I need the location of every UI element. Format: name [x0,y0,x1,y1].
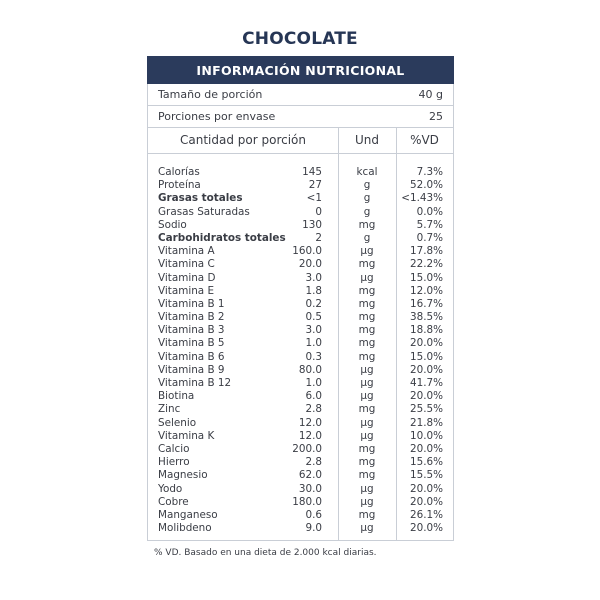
nutrient-name: Vitamina B 3 [158,324,225,337]
nutrient-unit: µg [360,363,374,376]
nutrient-unit: µg [360,482,374,495]
nutrient-unit: mg [358,218,376,231]
nutrient-amount: 160.0 [292,245,322,258]
nutrient-amount: 3.0 [305,324,322,337]
nutrient-amount: 0.3 [305,350,322,363]
nutrient-amount: 12.0 [298,416,322,429]
nutrient-amount: 0.2 [305,297,322,310]
nutrient-vd: 26.1% [409,508,443,521]
nutrient-amount: 0.5 [305,311,322,324]
nutrient-vd: 0.0% [416,205,443,218]
nutrient-vd: 15.6% [409,456,443,469]
nutrient-name: Vitamina B 9 [158,363,225,376]
nutrient-vd: 52.0% [409,179,443,192]
nutrient-unit: mg [358,403,376,416]
nutrient-name: Biotina [158,390,195,403]
nutrient-name: Magnesio [158,469,208,482]
product-title: CHOCOLATE [242,29,358,49]
nutrient-amount: 6.0 [305,390,322,403]
nutrient-unit: mg [358,350,376,363]
nutrient-unit: µg [360,416,374,429]
nutrient-name: Vitamina E [158,284,215,297]
nutrient-row [148,272,453,285]
nutrient-row [148,483,453,496]
nutrient-unit: mg [358,456,376,469]
nutrient-name: Vitamina D [158,271,216,284]
nutrient-vd: 20.0% [409,337,443,350]
nutrient-row [148,509,453,522]
servings-per-container-row [148,106,453,128]
serving-size-value: 40 g [418,88,443,101]
nutrient-name: Manganeso [158,508,218,521]
nutrient-name: Selenio [158,416,197,429]
nutrient-amount: 2.8 [305,403,322,416]
nutrient-vd: 20.0% [409,522,443,535]
nutrient-amount: 0 [315,205,322,218]
nutrient-amount: 20.0 [298,258,322,271]
nutrient-row [148,337,453,350]
nutrient-row [148,390,453,403]
nutrient-name: Carbohidratos totales [158,231,286,244]
nutrient-amount: 12.0 [298,429,322,442]
nutrient-name: Cobre [158,495,189,508]
nutrient-row [148,219,453,232]
nutrient-name: Vitamina A [158,245,215,258]
nutrient-vd: 5.7% [416,218,443,231]
nutrient-vd: 20.0% [409,390,443,403]
nutrient-unit: µg [360,429,374,442]
nutrition-facts-panel [147,56,454,541]
nutrient-name: Molibdeno [158,522,212,535]
nutrient-name: Vitamina B 12 [158,377,232,389]
nutrient-amount: 145 [302,166,322,178]
column-header-unit: Und [354,133,379,147]
nutrient-name: Vitamina C [158,258,215,271]
nutrient-vd: 18.8% [409,324,443,337]
nutrient-unit: kcal [356,166,378,178]
nutrient-vd: 17.8% [409,245,443,258]
nutrient-vd: 10.0% [409,429,443,442]
nutrient-vd: 22.2% [409,258,443,271]
nutrient-amount: 80.0 [298,363,322,376]
nutrient-amount: 27 [308,179,322,192]
nutrient-name: Proteína [158,179,201,192]
nutrient-row [148,496,453,509]
serving-size-row [148,84,453,106]
nutrient-unit: g [363,179,371,192]
nutrient-name: Calcio [158,442,190,455]
nutrient-name: Grasas totales [158,192,243,205]
nutrient-unit: mg [358,258,376,271]
nutrient-amount: 1.0 [305,337,322,350]
nutrient-row [148,456,453,469]
nutrient-vd: 20.0% [409,482,443,495]
nutrient-row [148,522,453,535]
nutrient-row [148,364,453,377]
nutrient-vd: 7.3% [416,166,443,178]
nutrient-vd: 20.0% [409,442,443,455]
column-header-vd: %VD [410,133,439,147]
nutrient-amount: 3.0 [305,271,322,284]
nutrient-name: Zinc [158,403,181,416]
nutrient-amount: 2 [315,231,322,244]
footnote: % VD. Basado en una dieta de 2.000 kcal diarias. [154,548,377,558]
nutrient-vd: 20.0% [409,495,443,508]
nutrient-list [148,166,453,535]
nutrient-name: Sodio [158,218,187,231]
servings-per-container-label: Porciones por envase [158,110,276,123]
nutrient-unit: mg [358,284,376,297]
nutrient-name: Yodo [158,482,183,495]
nutrient-row [148,245,453,258]
nutrient-row [148,179,453,192]
column-header-quantity: Cantidad por porción [180,133,306,147]
nutrient-amount: 200.0 [292,442,322,455]
nutrient-amount: 30.0 [298,482,322,495]
nutrient-amount: 0.6 [305,508,322,521]
nutrient-row [148,192,453,205]
nutrient-vd: 41.7% [409,377,443,389]
nutrient-unit: g [363,231,371,244]
nutrient-name: Grasas Saturadas [158,205,250,218]
nutrient-amount: 130 [302,218,322,231]
nutrient-unit: mg [358,442,376,455]
nutrient-vd: 15.5% [409,469,443,482]
nutrient-row [148,258,453,271]
nutrient-unit: µg [360,522,374,535]
nutrient-vd: 16.7% [409,297,443,310]
nutrient-vd: 15.0% [409,350,443,363]
nutrient-unit: g [363,205,371,218]
nutrient-name: Vitamina B 1 [158,297,225,310]
nutrient-unit: mg [358,297,376,310]
nutrient-vd: 0.7% [416,231,443,244]
nutrient-row [148,311,453,324]
nutrient-row [148,403,453,416]
nutrient-amount: 62.0 [298,469,322,482]
nutrient-vd: 20.0% [409,363,443,376]
servings-per-container-value: 25 [429,110,443,123]
nutrient-row [148,206,453,219]
nutrient-row [148,351,453,364]
nutrient-unit: µg [360,245,374,258]
nutrient-row [148,298,453,311]
nutrient-row [148,232,453,245]
nutrition-header: INFORMACIÓN NUTRICIONAL [147,56,454,84]
nutrient-unit: µg [360,377,374,389]
nutrient-amount: 1.8 [305,284,322,297]
nutrient-amount: 180.0 [292,495,322,508]
nutrient-vd: 21.8% [409,416,443,429]
nutrient-amount: 2.8 [305,456,322,469]
nutrient-row [148,324,453,337]
nutrient-row [148,166,453,179]
serving-size-label: Tamaño de porción [158,88,263,101]
nutrient-unit: µg [360,271,374,284]
nutrient-vd: 25.5% [409,403,443,416]
nutrient-row [148,469,453,482]
nutrient-row [148,417,453,430]
nutrient-unit: µg [360,390,374,403]
nutrient-name: Hierro [158,456,190,469]
nutrient-row [148,443,453,456]
nutrient-row [148,285,453,298]
nutrient-amount: 1.0 [305,377,322,389]
nutrient-unit: g [363,192,371,205]
nutrient-vd: 38.5% [409,311,443,324]
nutrient-vd: 12.0% [409,284,443,297]
nutrient-vd: <1.43% [401,192,443,205]
nutrient-unit: mg [358,311,376,324]
nutrient-name: Calorías [158,166,200,178]
nutrient-unit: mg [358,508,376,521]
nutrient-name: Vitamina B 5 [158,337,225,350]
nutrient-name: Vitamina K [158,429,215,442]
nutrient-name: Vitamina B 6 [158,350,225,363]
nutrient-row [148,377,453,390]
nutrient-unit: mg [358,324,376,337]
nutrient-row [148,430,453,443]
column-header-row [148,128,453,154]
nutrient-amount: <1 [306,192,322,205]
nutrient-vd: 15.0% [409,271,443,284]
nutrient-unit: mg [358,469,376,482]
nutrient-amount: 9.0 [305,522,322,535]
nutrient-unit: mg [358,337,376,350]
nutrient-name: Vitamina B 2 [158,311,225,324]
nutrient-unit: µg [360,495,374,508]
